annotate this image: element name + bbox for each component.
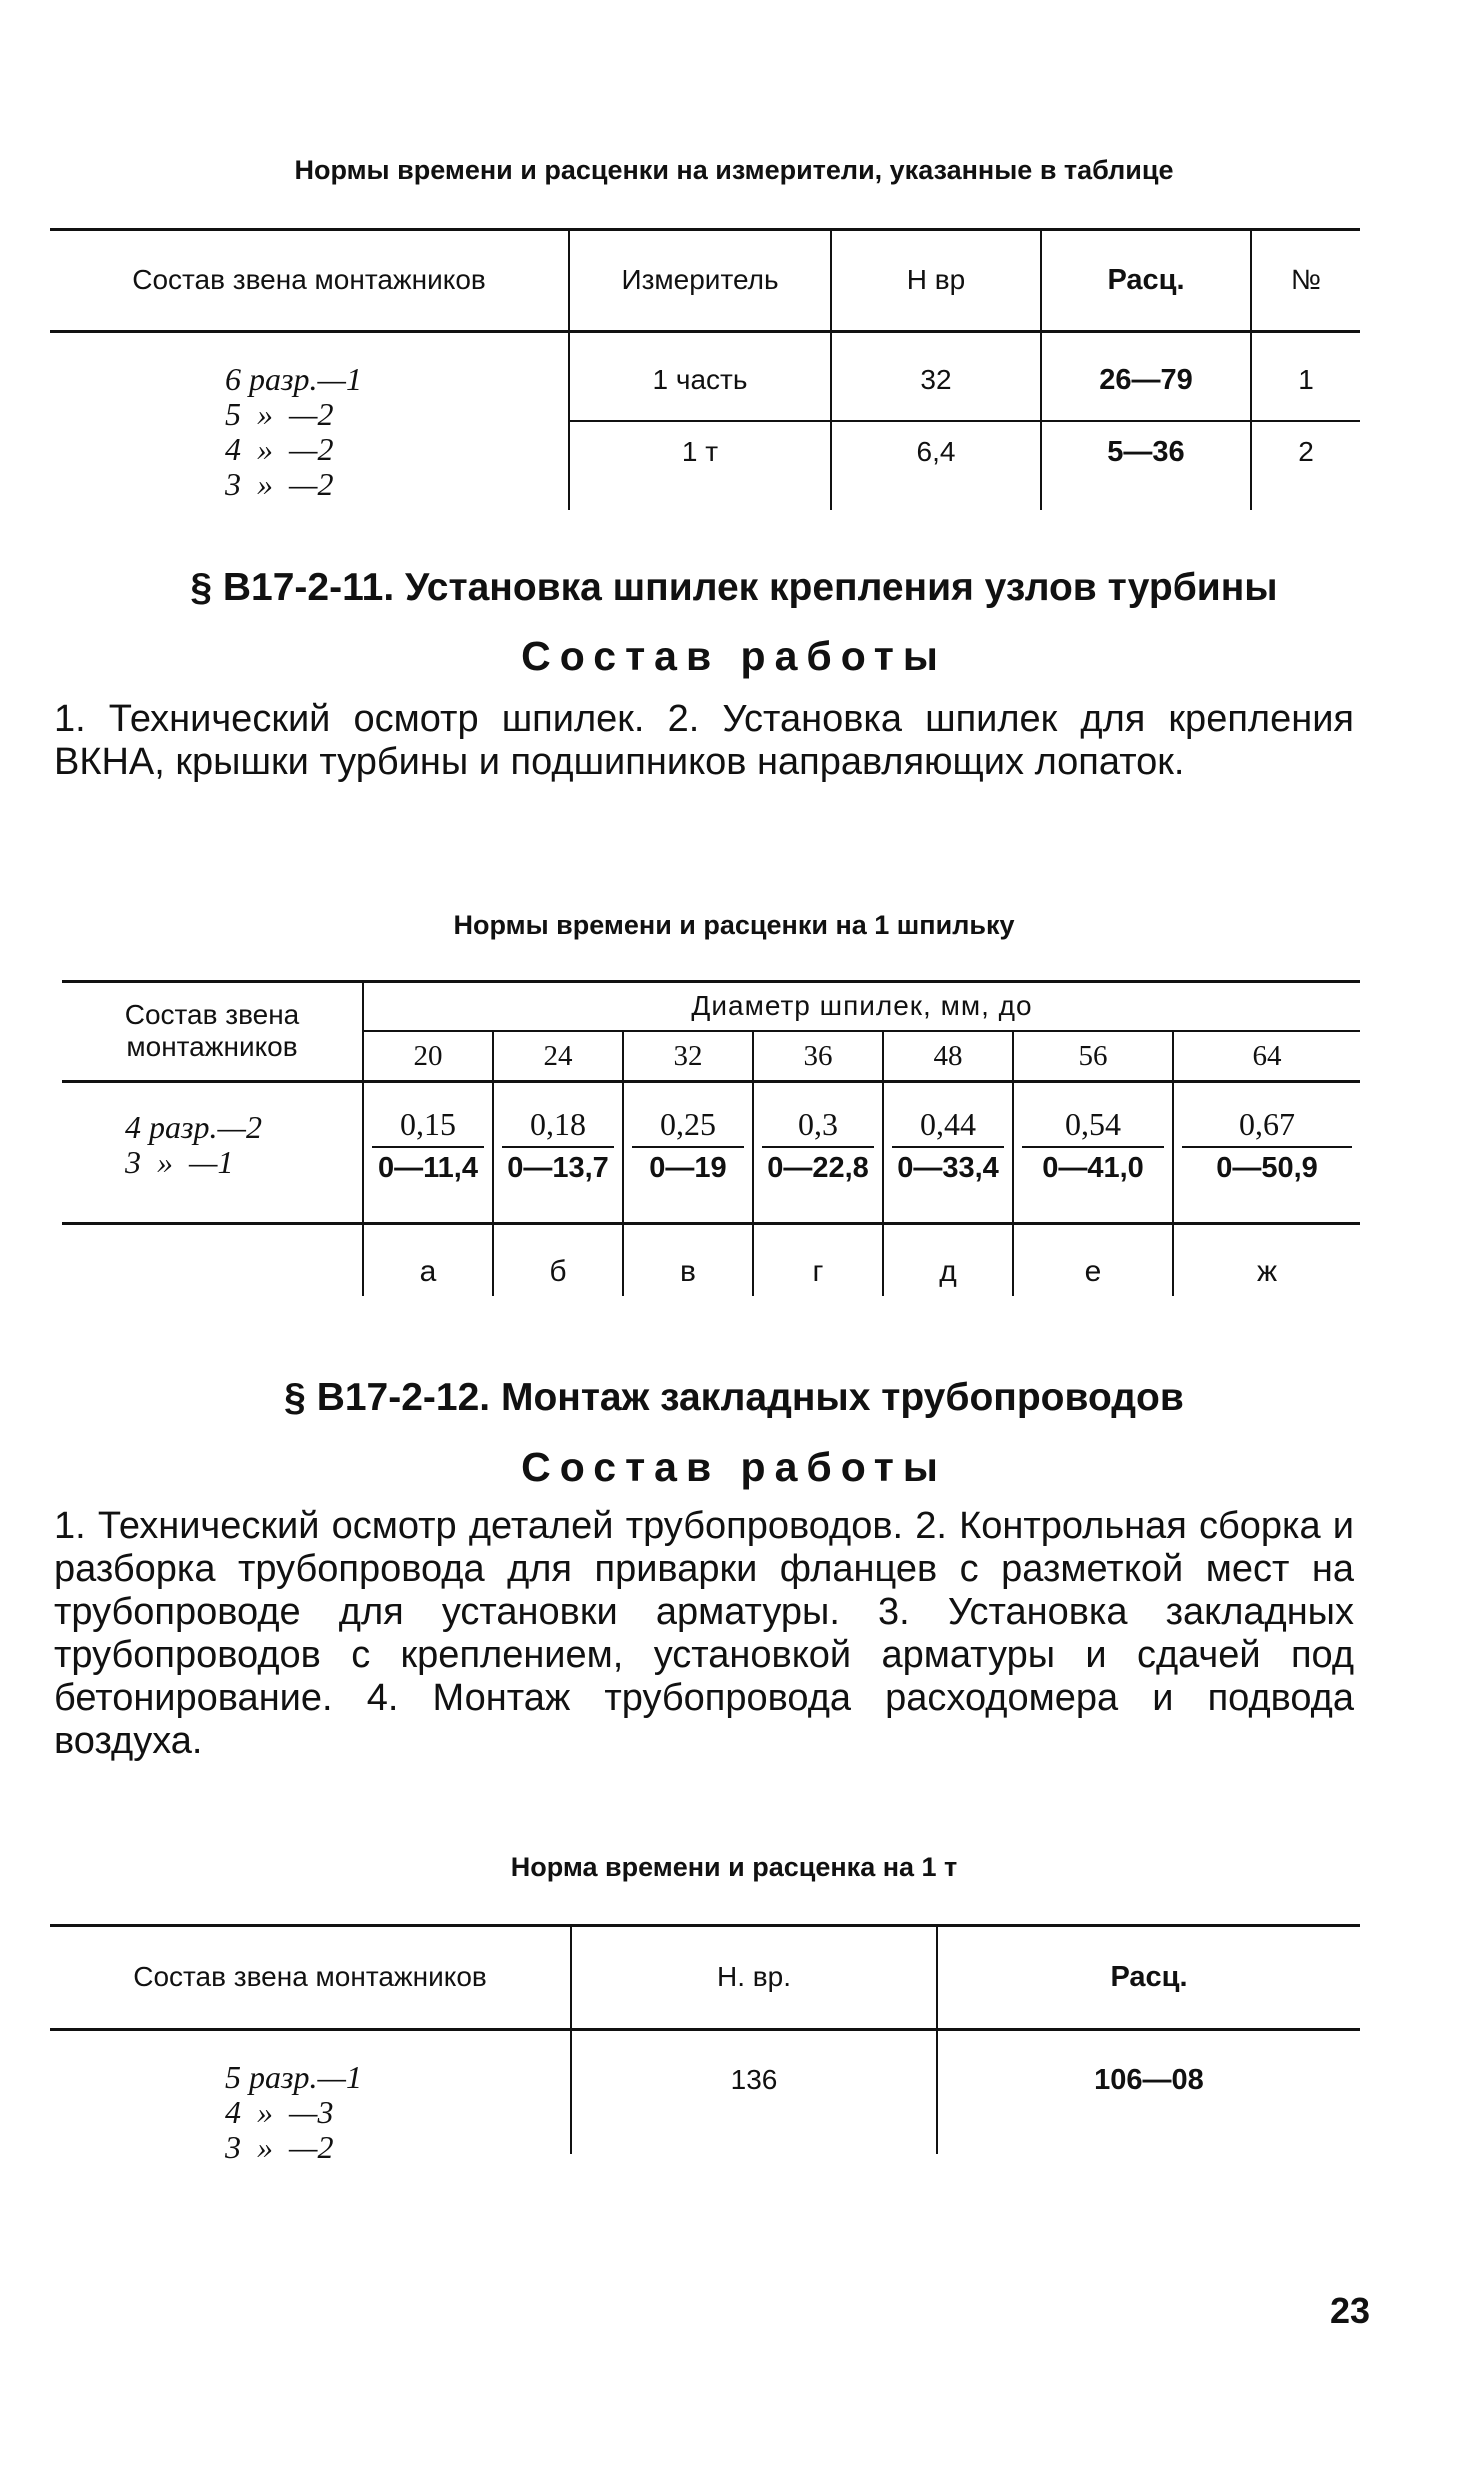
- table2-caption: Нормы времени и расценки на 1 шпильку: [453, 910, 1015, 940]
- table2-column-letter: а: [419, 1255, 437, 1288]
- table1-caption: Нормы времени и расценки на измерители, указанные в таблице: [294, 155, 1174, 185]
- table2-fraction-bar: [632, 1146, 744, 1148]
- table1-header-unit: Измеритель: [621, 264, 779, 295]
- table1-header-crew: Состав звена монтажников: [132, 264, 486, 295]
- table3-caption: Норма времени и расценка на 1 т: [510, 1852, 958, 1882]
- table2-header-crew: Состав звена монтажников: [124, 999, 300, 1062]
- crew-line: 4 » —3: [225, 2094, 334, 2130]
- table1-row1-hvr: 32: [920, 364, 952, 395]
- table2-header-diameter: Диаметр шпилек, мм, до: [691, 990, 1033, 1021]
- table2-diameter-header: 56: [1078, 1039, 1108, 1072]
- table2-rate-value: 0—41,0: [1042, 1152, 1144, 1184]
- table2-diameter-header: 36: [803, 1039, 833, 1072]
- crew-line: 4 разр.—2: [125, 1109, 262, 1145]
- crew-line: 5 разр.—1: [225, 2059, 362, 2095]
- table1-row-rule: [570, 420, 1360, 422]
- table2-diameter-header: 20: [413, 1039, 443, 1072]
- table2-diameter-header: 32: [673, 1039, 703, 1072]
- table2-fraction-bar: [892, 1146, 1004, 1148]
- table1-header-rate: Расц.: [1107, 263, 1185, 296]
- table2-diameter-header: 48: [933, 1039, 963, 1072]
- table2-fraction-bar: [372, 1146, 484, 1148]
- crew-line: 3 » —2: [225, 466, 334, 502]
- table2-fraction-bar: [1182, 1146, 1352, 1148]
- table2-hvr-value: 0,18: [530, 1106, 586, 1142]
- table2-column-letter: г: [812, 1255, 824, 1288]
- table2-rate-value: 0—33,4: [897, 1152, 999, 1184]
- table2-rate-value: 0—11,4: [378, 1152, 478, 1184]
- table3-header-rule: [50, 2028, 1360, 2031]
- table1-crew-list: [225, 362, 362, 502]
- table2-column-letter: е: [1084, 1255, 1102, 1288]
- table3-crew-list: [225, 2060, 362, 2165]
- table2-fraction-bar: [502, 1146, 614, 1148]
- page-number: 23: [1329, 2290, 1370, 2331]
- table2-hvr-value: 0,15: [400, 1106, 456, 1142]
- table2-diameter-header: 64: [1252, 1039, 1282, 1072]
- table2-fraction-bar: [1022, 1146, 1164, 1148]
- table1-row2-rate: 5—36: [1107, 435, 1185, 468]
- table2-rate-value: 0—50,9: [1216, 1152, 1318, 1184]
- crew-line: 3 » —1: [125, 1144, 234, 1180]
- table3-hvr-value: 136: [730, 2064, 778, 2095]
- table1-row2-unit: 1 т: [681, 436, 719, 467]
- section11-subtitle: Состав работы: [521, 633, 947, 679]
- table2-column-letter: ж: [1256, 1255, 1278, 1288]
- table1-row1-unit: 1 часть: [652, 364, 748, 395]
- table3-header-crew: Состав звена монтажников: [133, 1961, 487, 1992]
- table2-hvr-value: 0,54: [1065, 1106, 1121, 1142]
- table2-fraction-bar: [762, 1146, 874, 1148]
- section12-text: 1. Технический осмотр деталей трубопроводов. 2. Контрольная сборка и разборка трубопровода для приварки фланцев с разметкой мест на трубопроводе для установки арматуры. 3. Установка закладных трубопроводов с креплением, установкой арматуры и сдачей под бетонирование. 4. Монтаж трубопровода расходомера и подвода воздуха.: [54, 1505, 1354, 1762]
- table2-rate-value: 0—13,7: [507, 1152, 609, 1184]
- table1-header-hvr: Н вр: [906, 264, 966, 295]
- section12-subtitle: Состав работы: [521, 1444, 947, 1490]
- crew-line: 3 » —2: [225, 2129, 334, 2165]
- table2-diameter-header: 24: [543, 1039, 573, 1072]
- table1-row1-number: 1: [1298, 364, 1314, 395]
- crew-line: 4 » —2: [225, 431, 334, 467]
- table2-hvr-value: 0,44: [920, 1106, 976, 1142]
- table2-hvr-value: 0,67: [1239, 1106, 1295, 1142]
- table2-column-letter: в: [680, 1255, 696, 1288]
- table3-header-hvr: Н. вр.: [716, 1961, 791, 1992]
- table1-row1-rate: 26—79: [1099, 363, 1193, 396]
- table2-rate-value: 0—19: [649, 1152, 727, 1184]
- crew-line: 5 » —2: [225, 396, 334, 432]
- section11-text: 1. Технический осмотр шпилек. 2. Установка шпилек для крепления ВКНА, крышки турбины и подшипников направляющих лопаток.: [54, 698, 1354, 783]
- table3-rate-value: 106—08: [1094, 2063, 1204, 2096]
- table1-row2-number: 2: [1298, 436, 1314, 467]
- section12-title: § В17-2-12. Монтаж закладных трубопроводов: [284, 1376, 1184, 1419]
- table2-crew-list: [125, 1110, 262, 1180]
- crew-line: 6 разр.—1: [225, 361, 362, 397]
- table2-hvr-value: 0,3: [798, 1106, 838, 1142]
- table1-header-number: №: [1290, 264, 1322, 295]
- table1-header-rule: [50, 330, 1360, 333]
- table2-hvr-value: 0,25: [660, 1106, 716, 1142]
- table1-row2-hvr: 6,4: [916, 436, 956, 467]
- table2-rate-value: 0—22,8: [767, 1152, 869, 1184]
- table2-column-letter: б: [549, 1255, 567, 1288]
- table2-column-letter: д: [939, 1255, 957, 1288]
- table3-header-rate: Расц.: [1110, 1960, 1188, 1993]
- section11-title: § В17-2-11. Установка шпилек крепления узлов турбины: [190, 566, 1278, 609]
- table2-header-rule: [62, 1080, 1360, 1083]
- table2-body-rule: [62, 1222, 1360, 1225]
